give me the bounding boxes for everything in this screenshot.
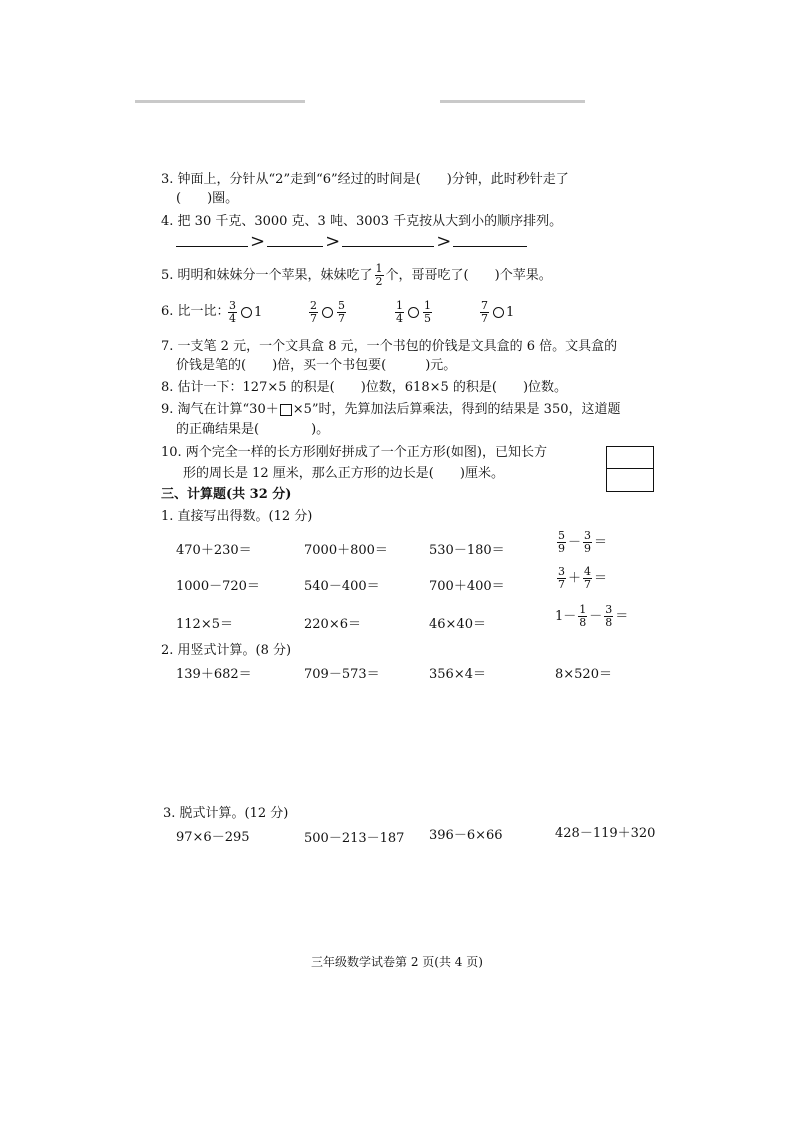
q6-item-4: $\frac{7}{7}$ 1 (481, 299, 515, 325)
q7-line2: 价钱是笔的( )倍，买一个书包要( )元。 (176, 358, 457, 373)
calc-item: 470＋230＝ (176, 543, 252, 558)
calc-item: 700＋400＝ (429, 579, 505, 594)
c1-title: 1. 直接写出得数。(12 分) (161, 509, 313, 524)
calc-item: 428－119＋320 (555, 826, 656, 841)
compare-circle[interactable] (322, 307, 333, 318)
page-footer: 三年级数学试卷第 2 页(共 4 页) (311, 955, 483, 969)
compare-circle[interactable] (408, 307, 419, 318)
q6-item-2: $\frac{2}{7}$ $\frac{5}{7}$ (310, 299, 345, 325)
q6-item-3: $\frac{1}{4}$ $\frac{1}{5}$ (396, 299, 431, 325)
q6-item-1: $\frac{3}{4}$ 1 (229, 299, 263, 325)
calc-item-fraction: $\frac{3}{7}$ ＋ $\frac{4}{7}$ ＝ (558, 565, 608, 591)
q4-text: 4. 把 30 千克、3000 克、3 吨、3003 千克按从大到小的顺序排列。 (161, 214, 563, 229)
answer-blank[interactable] (267, 232, 323, 247)
calc-item: 139＋682＝ (176, 667, 252, 682)
q4-blanks (176, 232, 527, 253)
answer-blank[interactable] (176, 232, 248, 247)
compare-circle[interactable] (241, 307, 252, 318)
scan-artifact (135, 100, 305, 103)
calc-item-fraction: $\frac{5}{9}$ － $\frac{3}{9}$ ＝ (558, 529, 608, 555)
calc-item: 530－180＝ (429, 543, 505, 558)
q7-line1: 7. 一支笔 2 元，一个文具盒 8 元，一个书包的价钱是文具盒的 6 倍。文具盒的 (161, 339, 618, 354)
q6-label: 6. 比一比： (161, 304, 230, 319)
answer-blank[interactable] (342, 232, 434, 247)
calc-item: 46×40＝ (429, 617, 486, 632)
q10-line1: 10. 两个完全一样的长方形刚好拼成了一个正方形(如图)，已知长方 (161, 445, 547, 460)
calc-item: 709－573＝ (304, 667, 380, 682)
q9-line2: 的正确结果是( )。 (176, 422, 330, 437)
calc-item: 97×6－295 (176, 830, 250, 845)
q9-line1: 9. 淘气在计算“30＋ ×5”时，先算加法后算乘法，得到的结果是 350，这道题 (161, 402, 621, 417)
section-title: 三、计算题(共 32 分) (161, 487, 292, 502)
calc-item: 112×5＝ (176, 617, 233, 632)
calc-item: 500－213－187 (304, 831, 405, 846)
calc-item: 1000－720＝ (176, 579, 260, 594)
calc-item-fraction: 1－ $\frac{1}{8}$ － $\frac{3}{8}$ ＝ (555, 603, 629, 629)
greater-sign: > (436, 231, 452, 252)
c2-title: 2. 用竖式计算。(8 分) (161, 643, 292, 658)
calc-item: 396－6×66 (429, 828, 503, 843)
scan-artifact (440, 100, 585, 103)
q3-line1: 3. 钟面上，分针从“2”走到“6”经过的时间是( )分钟，此时秒针走了 (161, 172, 569, 187)
greater-sign: > (250, 231, 266, 252)
calc-item: 220×6＝ (304, 617, 361, 632)
answer-blank[interactable] (453, 232, 527, 247)
calc-item: 356×4＝ (429, 667, 486, 682)
q10-line2: 形的周长是 12 厘米，那么正方形的边长是( )厘米。 (183, 466, 504, 481)
calc-item: 7000＋800＝ (304, 543, 388, 558)
square-box-icon (280, 404, 292, 416)
q5-text: 5. 明明和妹妹分一个苹果，妹妹吃了 $\frac{1}{2}$ 个，哥哥吃了( )个苹果。 (161, 262, 552, 288)
square-figure-diagram (606, 446, 654, 492)
compare-circle[interactable] (493, 307, 504, 318)
q8-text: 8. 估计一下：127×5 的积是( )位数，618×5 的积是( )位数。 (161, 380, 568, 395)
fraction: $\frac{1}{2}$ (375, 262, 383, 288)
greater-sign: > (325, 231, 341, 252)
calc-item: 8×520＝ (555, 667, 612, 682)
calc-item: 540－400＝ (304, 579, 380, 594)
c3-title: 3. 脱式计算。(12 分) (163, 806, 289, 821)
q3-line2: ( )圈。 (176, 191, 239, 206)
